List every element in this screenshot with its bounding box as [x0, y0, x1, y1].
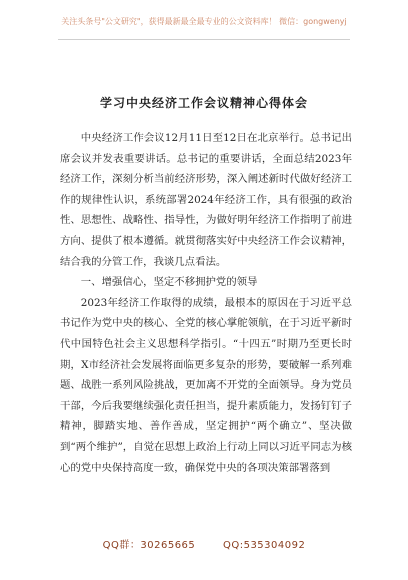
- paragraph-section-1: 2023年经济工作取得的成绩，最根本的原因在于习近平总书记作为党中央的核心、全党的核心掌舵领航，在于习近平新时代中国特色社会主义思想科学指引。“十四五”时期乃至更长时期，X市经济社会发展将面临更多复杂的形势，要破解一系列难题、战胜一系列风险挑战，更加离不开党的全面领导。身为党员干部，今后我要继续强化责任担当，提升素质能力，发扬钉钉子精神，脚踏实地、善作善成，坚定拥护“两个确立”、坚决做到“两个维护”，自觉在思想上政治上行动上同以习近平同志为核心的党中央保持高度一致，确保党中央的各项决策部署落到: [60, 296, 352, 474]
- header-divider: [58, 39, 350, 40]
- section-heading-1: 一、增强信心，坚定不移拥护党的领导: [80, 276, 258, 289]
- document-body: [60, 128, 352, 478]
- footer-contact: [0, 536, 408, 551]
- footer-qq-group: QQ群：30265665: [102, 540, 196, 551]
- document-title: 学习中央经济工作会议精神心得体会: [99, 96, 308, 110]
- header-note: 关注头条号"公文研究"，获得最新最全最专业的公文资料库！ 微信：gongwenyj: [61, 17, 347, 26]
- paragraph-intro: 中央经济工作会议12月11日至12日在北京举行。总书记出席会议并发表重要讲话。总书记的重要讲话，全面总结2023年经济工作，深刻分析当前经济形势，深入阐述新时代做好经济工作的规律性认识，系统部署2024年经济工作，具有很强的政治性、思想性、战略性、指导性，为做好明年经济工作指明了前进方向、提供了根本遵循。就贯彻落实好中央经济工作会议精神，结合我的分管工作，我谈几点看法。: [60, 132, 352, 268]
- footer-qq-number: QQ:535304092: [222, 540, 306, 551]
